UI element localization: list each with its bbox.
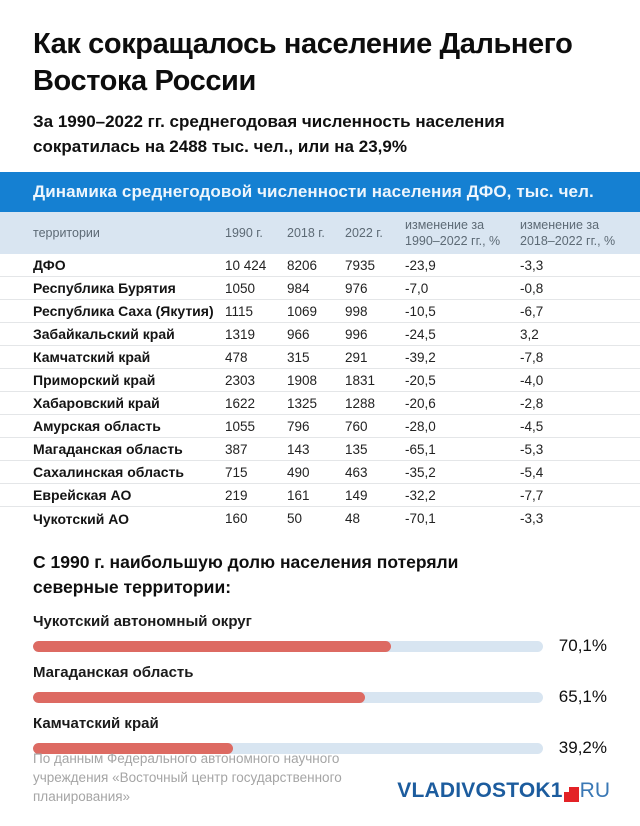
bar-track [33, 692, 543, 703]
cell-territory: Приморский край [33, 372, 156, 389]
cell-change-2018-2022: -4,0 [520, 372, 544, 388]
cell-change-1990-2022: -20,5 [405, 372, 436, 388]
table-row [0, 254, 640, 277]
cell-territory: Республика Саха (Якутия) [33, 303, 214, 320]
cell-2022: 996 [345, 326, 368, 342]
cell-1990: 478 [225, 349, 248, 365]
cell-territory: Республика Бурятия [33, 280, 176, 297]
cell-2022: 1288 [345, 395, 376, 411]
bar-chart-title: С 1990 г. наибольшую долю населения потеряли северные территории: [33, 552, 459, 597]
cell-1990: 2303 [225, 372, 256, 388]
cell-territory: Чукотский АО [33, 510, 130, 527]
table-row [0, 323, 640, 346]
cell-change-2018-2022: -5,4 [520, 464, 544, 480]
table-row [0, 369, 640, 392]
cell-1990: 219 [225, 487, 248, 503]
header-cell-territory: территории [33, 226, 100, 241]
cell-change-1990-2022: -35,2 [405, 464, 436, 480]
table-banner-label: Динамика среднегодовой численности населения ДФО, тыс. чел. [33, 182, 594, 202]
cell-territory: Камчатский край [33, 349, 151, 366]
cell-2022: 48 [345, 511, 361, 527]
cell-2022: 1831 [345, 372, 376, 388]
cell-1990: 1319 [225, 326, 256, 342]
cell-2018: 1069 [287, 303, 318, 319]
table-row [0, 438, 640, 461]
header-cell-change-2018-2022: изменение за 2018–2022 гг., % [520, 217, 616, 249]
cell-2018: 796 [287, 418, 310, 434]
logo-text: VLADIVOSTOK1 [397, 779, 563, 802]
table-row [0, 415, 640, 438]
cell-territory: ДФО [33, 257, 66, 274]
page-title: Как сокращалось население Дальнего Востока России [33, 28, 573, 97]
cell-change-1990-2022: -32,2 [405, 487, 436, 503]
cell-2018: 143 [287, 441, 310, 457]
cell-territory: Еврейская АО [33, 487, 132, 504]
cell-2022: 135 [345, 441, 368, 457]
table-body [0, 254, 640, 530]
cell-1990: 1055 [225, 418, 256, 434]
footer [33, 749, 610, 806]
cell-2018: 984 [287, 280, 310, 296]
header-cell-change-1990-2022: изменение за 1990–2022 гг., % [405, 217, 501, 249]
cell-change-1990-2022: -39,2 [405, 349, 436, 365]
cell-2022: 976 [345, 280, 368, 296]
cell-change-1990-2022: -28,0 [405, 418, 436, 434]
table-row [0, 461, 640, 484]
bar-track [33, 641, 543, 652]
cell-1990: 10 424 [225, 257, 267, 273]
bar-label: Чукотский автономный округ [33, 613, 252, 631]
table-row [0, 392, 640, 415]
cell-2018: 161 [287, 487, 310, 503]
cell-change-1990-2022: -23,9 [405, 257, 436, 273]
cell-territory: Амурская область [33, 418, 161, 435]
cell-change-1990-2022: -70,1 [405, 511, 436, 527]
vladivostok1-logo [397, 779, 610, 806]
cell-territory: Сахалинская область [33, 464, 185, 481]
cell-change-1990-2022: -65,1 [405, 441, 436, 457]
table-header-row [0, 212, 640, 254]
cell-1990: 1050 [225, 280, 256, 296]
cell-1990: 715 [225, 464, 248, 480]
bar-value: 65,1% [558, 687, 607, 707]
table-row [0, 484, 640, 507]
cell-change-2018-2022: -2,8 [520, 395, 544, 411]
bar-fill [33, 641, 391, 652]
infographic-page [0, 26, 640, 826]
cell-change-2018-2022: -3,3 [520, 257, 544, 273]
header-cell-2018: 2018 г. [287, 226, 325, 241]
cell-territory: Забайкальский край [33, 326, 175, 343]
header-cell-1990: 1990 г. [225, 226, 263, 241]
cell-2022: 998 [345, 303, 368, 319]
header-cell-2022: 2022 г. [345, 226, 383, 241]
cell-change-2018-2022: -3,3 [520, 511, 544, 527]
bar-label: Камчатский край [33, 715, 159, 733]
cell-change-2018-2022: -0,8 [520, 280, 544, 296]
cell-2018: 1908 [287, 372, 318, 388]
table-banner [0, 172, 640, 212]
cell-1990: 387 [225, 441, 248, 457]
bar-row [33, 687, 607, 707]
cell-change-2018-2022: -5,3 [520, 441, 544, 457]
cell-1990: 1622 [225, 395, 256, 411]
cell-2018: 50 [287, 511, 303, 527]
bar-value: 39,2% [558, 738, 607, 758]
cell-2022: 291 [345, 349, 368, 365]
population-table [0, 212, 640, 530]
cell-change-2018-2022: -4,5 [520, 418, 544, 434]
cell-2018: 966 [287, 326, 310, 342]
cell-territory: Хабаровский край [33, 395, 160, 412]
cell-2022: 463 [345, 464, 368, 480]
cell-change-2018-2022: 3,2 [520, 326, 539, 342]
bar-chart [33, 613, 607, 758]
cell-2018: 8206 [287, 257, 318, 273]
bar-row [33, 636, 607, 656]
table-row [0, 277, 640, 300]
table-row [0, 300, 640, 323]
cell-change-2018-2022: -6,7 [520, 303, 544, 319]
cell-1990: 160 [225, 511, 248, 527]
cell-change-2018-2022: -7,7 [520, 487, 544, 503]
source-note: По данным Федерального автономного научного учреждения «Восточный центр государственного планирования» [33, 750, 342, 804]
cell-2022: 149 [345, 487, 368, 503]
table-row [0, 346, 640, 369]
bar-value: 70,1% [558, 636, 607, 656]
cell-2018: 1325 [287, 395, 318, 411]
cell-change-1990-2022: -24,5 [405, 326, 436, 342]
cell-1990: 1115 [225, 303, 254, 319]
logo-suffix: RU [579, 779, 610, 802]
cell-territory: Магаданская область [33, 441, 183, 458]
page-subtitle: За 1990–2022 гг. среднегодовая численность населения сократилась на 2488 тыс. чел., или на 23,9% [33, 112, 505, 156]
cell-change-1990-2022: -7,0 [405, 280, 429, 296]
cell-change-1990-2022: -20,6 [405, 395, 436, 411]
bar-group [33, 613, 607, 656]
bar-fill [33, 692, 365, 703]
cell-2018: 490 [287, 464, 310, 480]
table-row [0, 507, 640, 530]
cell-2022: 7935 [345, 257, 376, 273]
bar-group [33, 664, 607, 707]
cell-change-2018-2022: -7,8 [520, 349, 544, 365]
cell-2022: 760 [345, 418, 368, 434]
bar-label: Магаданская область [33, 664, 194, 682]
cell-change-1990-2022: -10,5 [405, 303, 436, 319]
cell-2018: 315 [287, 349, 310, 365]
